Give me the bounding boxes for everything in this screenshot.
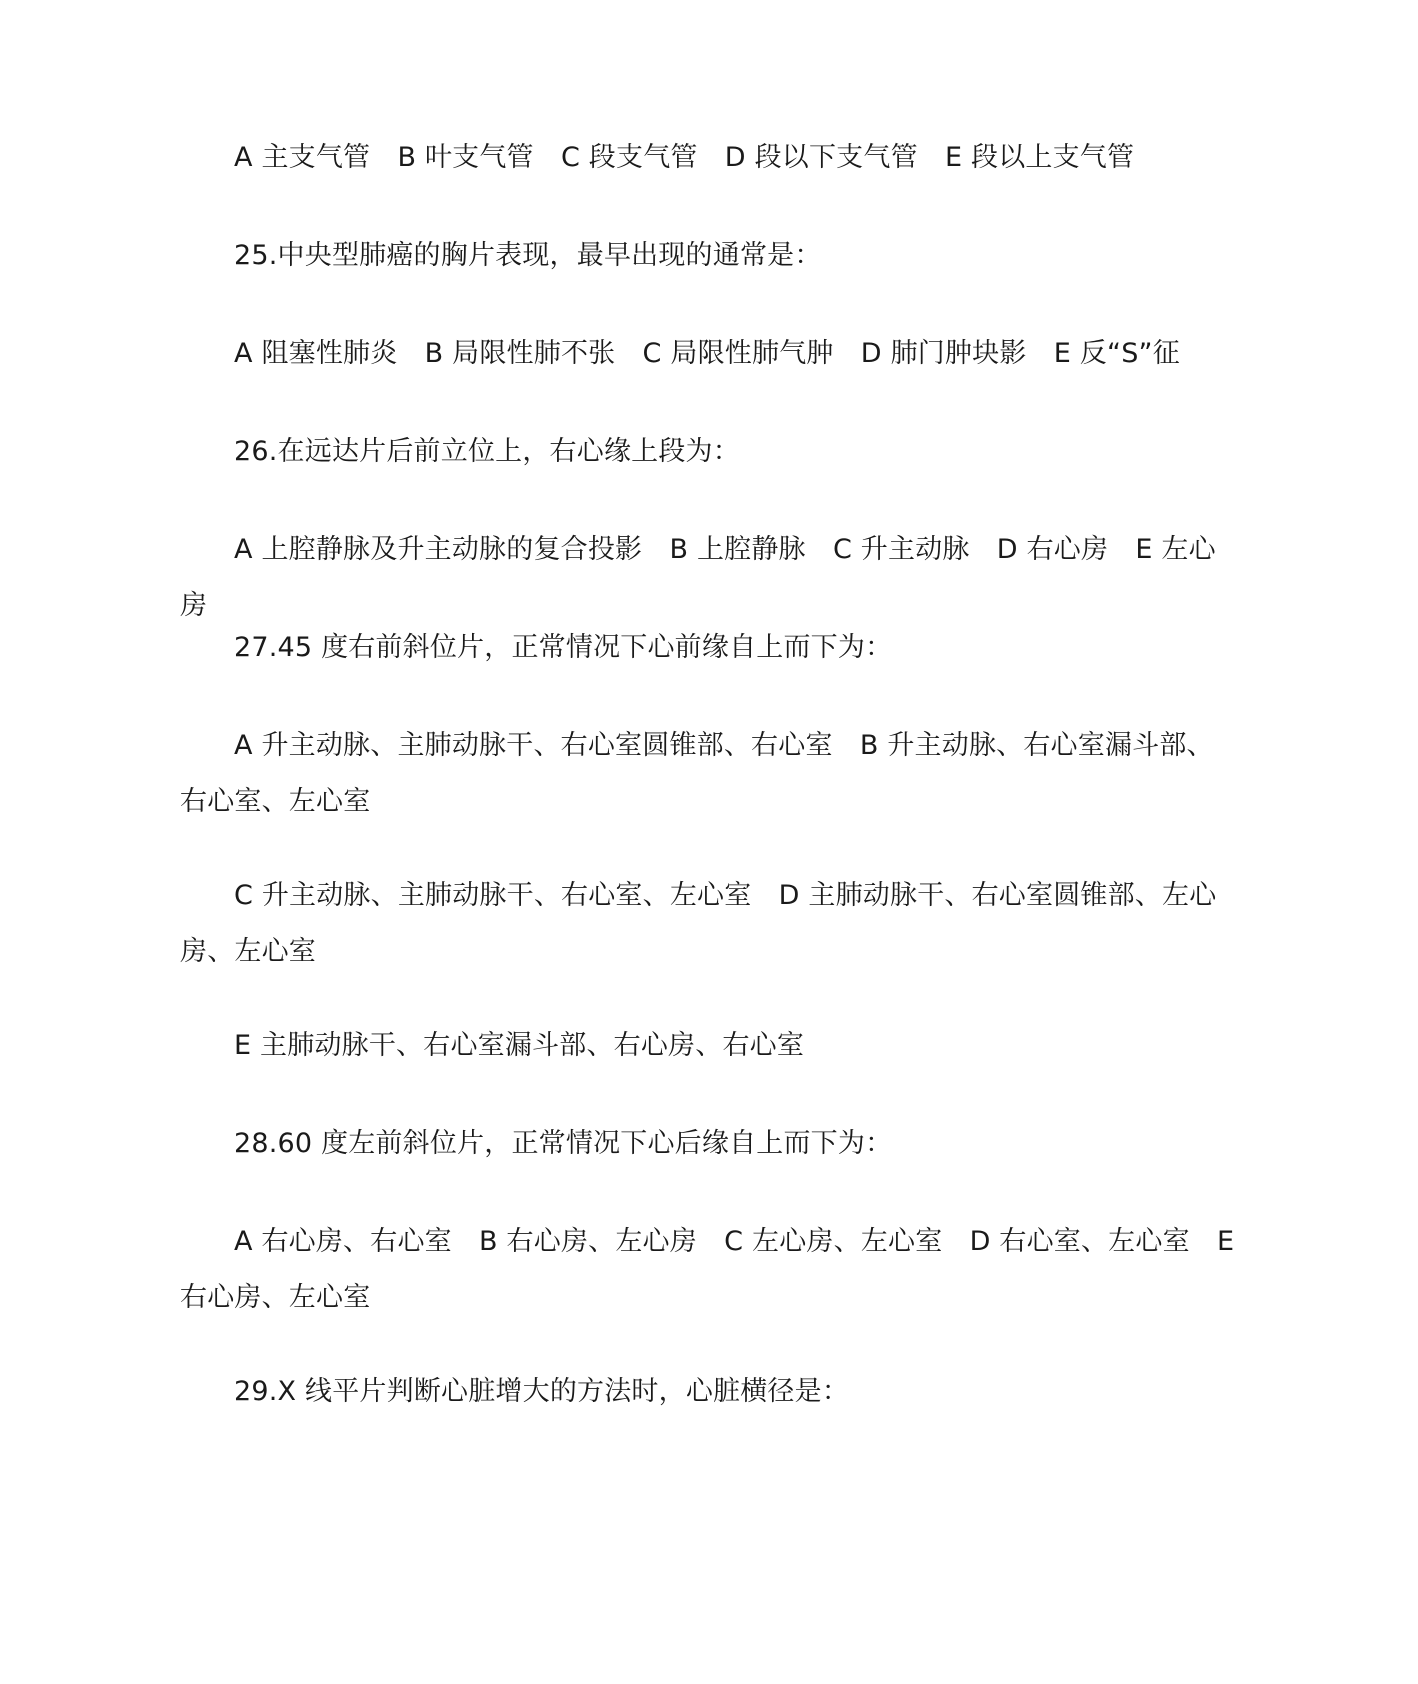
question-26: 26.在远达片后前立位上，右心缘上段为： bbox=[234, 436, 740, 467]
question-27-options-e: E 主肺动脉干、右心室漏斗部、右心房、右心室 bbox=[234, 1030, 805, 1061]
question-28-options: A 右心房、右心室 B 右心房、左心房 C 左心房、左心室 D 右心室、左心室 E 右心房、左心室 bbox=[180, 1226, 1244, 1313]
question-27-options-cd: C 升主动脉、主肺动脉干、右心室、左心室 D 主肺动脉干、右心室圆锥部、左心房、左心室 bbox=[180, 880, 1217, 967]
question-25-options: A 阻塞性肺炎 B 局限性肺不张 C 局限性肺气肿 D 肺门肿块影 E 反“S”征 bbox=[234, 338, 1180, 369]
question-24-options: A 主支气管 B 叶支气管 C 段支气管 D 段以下支气管 E 段以上支气管 bbox=[234, 142, 1135, 173]
question-27: 27.45 度右前斜位片，正常情况下心前缘自上而下为： bbox=[234, 632, 893, 663]
question-27-options-ab: A 升主动脉、主肺动脉干、右心室圆锥部、右心室 B 升主动脉、右心室漏斗部、右心室、左心室 bbox=[180, 730, 1214, 817]
question-28: 28.60 度左前斜位片，正常情况下心后缘自上而下为： bbox=[234, 1128, 893, 1159]
question-26-options: A 上腔静脉及升主动脉的复合投影 B 上腔静脉 C 升主动脉 D 右心房 E 左心房 bbox=[180, 534, 1216, 621]
question-25: 25.中央型肺癌的胸片表现，最早出现的通常是： bbox=[234, 240, 822, 271]
question-29: 29.X 线平片判断心脏增大的方法时，心脏横径是： bbox=[234, 1376, 850, 1407]
